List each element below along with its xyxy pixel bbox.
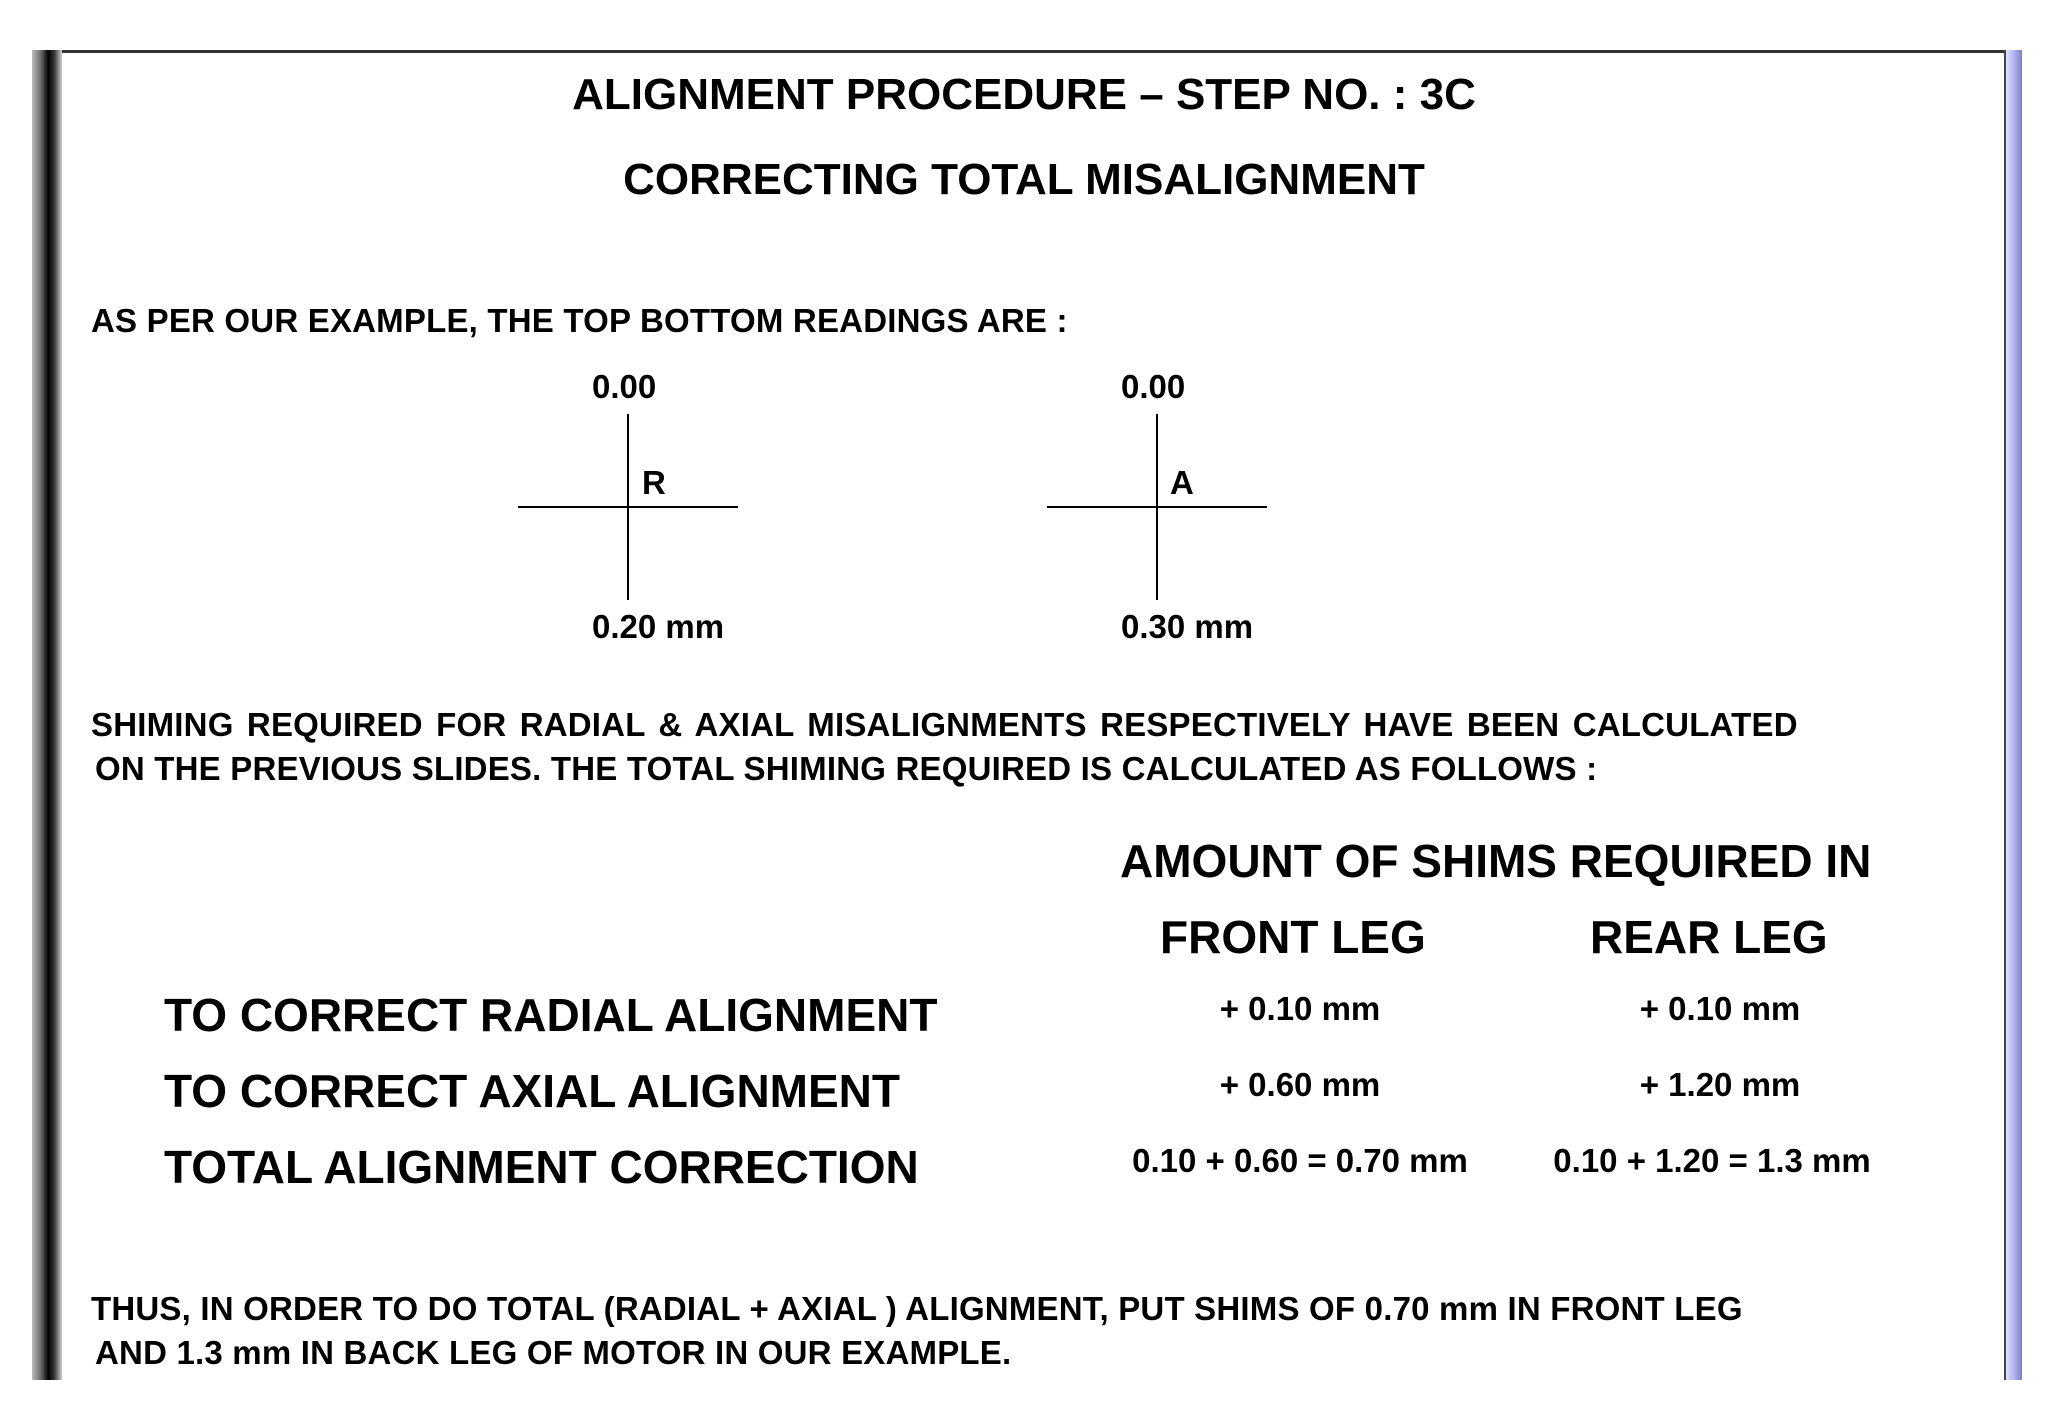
row-radial-rear: + 0.10 mm — [1639, 990, 1801, 1027]
shiming-text-line2: ON THE PREVIOUS SLIDES. THE TOTAL SHIMING REQUIRED IS CALCULATED AS FOLLOWS : — [95, 750, 1598, 787]
row-axial-front: + 0.60 mm — [1219, 1066, 1381, 1103]
axial-bottom-reading: 0.30 mm — [1121, 608, 1254, 645]
slide-title: ALIGNMENT PROCEDURE – STEP NO. : 3C — [572, 70, 1476, 119]
radial-bottom-reading: 0.20 mm — [592, 608, 725, 645]
radial-label: R — [642, 464, 666, 501]
axial-label: A — [1170, 464, 1194, 501]
column-front-leg: FRONT LEG — [1160, 911, 1426, 963]
slide-left-bar — [32, 50, 62, 1380]
axial-horizontal-axis — [1047, 506, 1267, 508]
row-radial-label: TO CORRECT RADIAL ALIGNMENT — [164, 989, 938, 1041]
row-total-front: 0.10 + 0.60 = 0.70 mm — [1132, 1142, 1468, 1179]
row-total-rear: 0.10 + 1.20 = 1.3 mm — [1553, 1142, 1871, 1179]
slide-right-bar — [2004, 50, 2022, 1380]
column-rear-leg: REAR LEG — [1590, 911, 1828, 963]
row-radial-front: + 0.10 mm — [1219, 990, 1381, 1027]
radial-horizontal-axis — [518, 506, 738, 508]
shiming-text-line1: SHIMING REQUIRED FOR RADIAL & AXIAL MISALIGNMENTS RESPECTIVELY HAVE BEEN CALCULATED — [91, 706, 1798, 743]
conclusion-line2: AND 1.3 mm IN BACK LEG OF MOTOR IN OUR EXAMPLE. — [95, 1334, 1012, 1371]
radial-top-reading: 0.00 — [592, 368, 657, 405]
table-header: AMOUNT OF SHIMS REQUIRED IN — [1120, 835, 1872, 887]
axial-top-reading: 0.00 — [1121, 368, 1186, 405]
row-total-label: TOTAL ALIGNMENT CORRECTION — [164, 1141, 919, 1193]
row-axial-label: TO CORRECT AXIAL ALIGNMENT — [164, 1065, 900, 1117]
conclusion-line1: THUS, IN ORDER TO DO TOTAL (RADIAL + AXIAL ) ALIGNMENT, PUT SHIMS OF 0.70 mm IN FRONT LEG — [91, 1290, 1743, 1327]
intro-text: AS PER OUR EXAMPLE, THE TOP BOTTOM READINGS ARE : — [91, 302, 1068, 339]
slide-subtitle: CORRECTING TOTAL MISALIGNMENT — [623, 155, 1425, 204]
row-axial-rear: + 1.20 mm — [1639, 1066, 1801, 1103]
slide-top-border — [42, 50, 2010, 53]
